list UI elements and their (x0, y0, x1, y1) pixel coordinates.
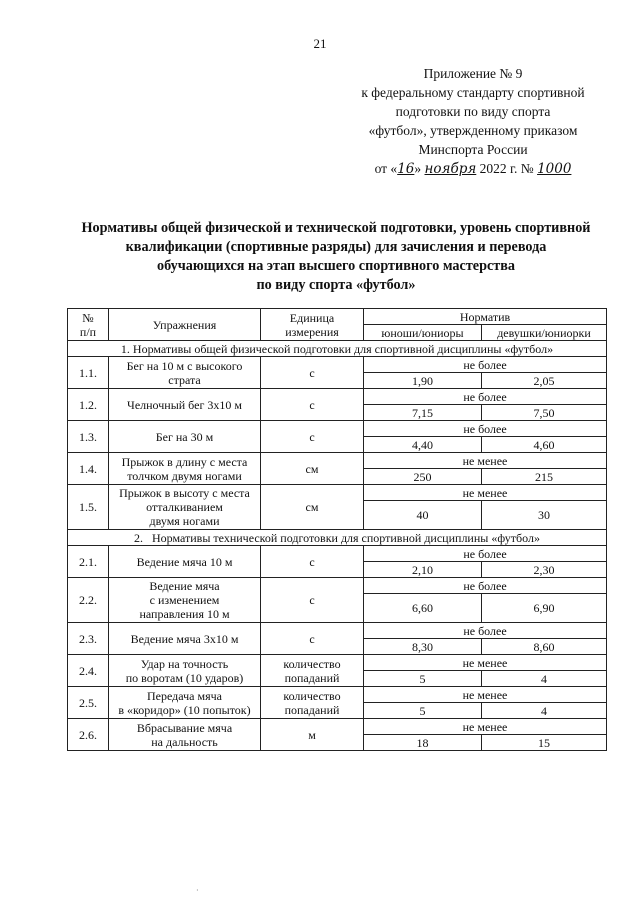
table-row (68, 546, 607, 562)
exercise-name: Удар на точность по воротам (10 ударов) (109, 655, 261, 687)
date-mid: » (414, 161, 422, 176)
title-line: обучающихся на этап высшего спортивного мастерства (157, 258, 515, 274)
value-boys: 6,60 (364, 594, 482, 623)
unit: см (261, 485, 364, 530)
handwritten-number: 1000 (537, 161, 572, 177)
row-number: 2.6. (68, 719, 109, 751)
norm-limit: не менее (364, 485, 607, 501)
unit: с (261, 389, 364, 421)
exercise-name: Бег на 10 м с высокого страта (109, 357, 261, 389)
value-girls: 2,05 (482, 373, 607, 389)
exercise-name: Ведение мяча с изменением направления 10 м (109, 578, 261, 623)
norm-limit: не более (364, 546, 607, 562)
norm-limit: не менее (364, 453, 607, 469)
table-row (68, 421, 607, 437)
unit: см (261, 453, 364, 485)
header-norm: Норматив (364, 309, 607, 325)
row-number: 2.2. (68, 578, 109, 623)
norm-limit: не более (364, 421, 607, 437)
exercise-name: Вбрасывание мяча на дальность (109, 719, 261, 751)
value-boys: 4,40 (364, 437, 482, 453)
row-number: 1.5. (68, 485, 109, 530)
appendix-line: Минспорта России (418, 142, 528, 157)
appendix-line: подготовки по виду спорта (395, 104, 551, 119)
unit: с (261, 578, 364, 623)
table-row (68, 485, 607, 501)
order-date-line (338, 159, 608, 179)
unit: с (261, 546, 364, 578)
unit: количество попаданий (261, 655, 364, 687)
appendix-line: Приложение № 9 (423, 66, 523, 81)
table-row (68, 389, 607, 405)
table-row (68, 578, 607, 594)
header-boys: юноши/юниоры (364, 325, 482, 341)
value-girls: 6,90 (482, 594, 607, 623)
table-row (68, 719, 607, 735)
norm-limit: не более (364, 623, 607, 639)
appendix-line: «футбол», утвержденному приказом (368, 123, 578, 138)
appendix-block (338, 64, 608, 179)
value-boys: 250 (364, 469, 482, 485)
norm-limit: не менее (364, 655, 607, 671)
row-number: 1.2. (68, 389, 109, 421)
value-girls: 8,60 (482, 639, 607, 655)
value-girls: 215 (482, 469, 607, 485)
value-boys: 5 (364, 671, 482, 687)
exercise-name: Ведение мяча 3х10 м (109, 623, 261, 655)
row-number: 1.3. (68, 421, 109, 453)
norm-limit: не менее (364, 719, 607, 735)
value-boys: 1,90 (364, 373, 482, 389)
unit: количество попаданий (261, 687, 364, 719)
unit: с (261, 421, 364, 453)
title-line: Нормативы общей физической и технической подготовки, уровень спортивной (81, 220, 591, 236)
row-number: 1.4. (68, 453, 109, 485)
norm-limit: не более (364, 357, 607, 373)
value-girls: 4,60 (482, 437, 607, 453)
title-line: по виду спорта «футбол» (256, 277, 416, 293)
header-unit: Единица измерения (261, 309, 364, 341)
exercise-name: Ведение мяча 10 м (109, 546, 261, 578)
norm-limit: не более (364, 389, 607, 405)
title-line: квалификации (спортивные разряды) для зачисления и перевода (125, 239, 547, 255)
row-number: 1.1. (68, 357, 109, 389)
page-number: 21 (313, 36, 327, 51)
value-boys: 8,30 (364, 639, 482, 655)
row-number: 2.1. (68, 546, 109, 578)
value-girls: 15 (482, 735, 607, 751)
scan-speck: · (196, 886, 199, 895)
date-prefix: от « (374, 161, 398, 176)
section-title: 2. Нормативы технической подготовки для спортивной дисциплины «футбол» (68, 530, 607, 546)
exercise-name: Передача мяча в «коридор» (10 попыток) (109, 687, 261, 719)
norm-limit: не менее (364, 687, 607, 703)
unit: м (261, 719, 364, 751)
table-body (68, 341, 607, 751)
value-girls: 7,50 (482, 405, 607, 421)
appendix-line: к федеральному стандарту спортивной (361, 85, 585, 100)
value-boys: 40 (364, 501, 482, 530)
row-number: 2.5. (68, 687, 109, 719)
value-boys: 18 (364, 735, 482, 751)
table-row (68, 687, 607, 703)
exercise-name: Прыжок в длину с места толчком двумя ногами (109, 453, 261, 485)
value-girls: 30 (482, 501, 607, 530)
table-row (68, 655, 607, 671)
table-row (68, 453, 607, 469)
exercise-name: Прыжок в высоту с места отталкиванием двумя ногами (109, 485, 261, 530)
header-girls: девушки/юниорки (482, 325, 607, 341)
value-girls: 4 (482, 703, 607, 719)
handwritten-month: ноября (424, 161, 477, 177)
row-number: 2.3. (68, 623, 109, 655)
handwritten-day: 16 (397, 161, 415, 177)
date-year: 2022 г. № (479, 161, 534, 176)
table-row (68, 623, 607, 639)
unit: с (261, 357, 364, 389)
exercise-name: Челночный бег 3х10 м (109, 389, 261, 421)
value-girls: 4 (482, 671, 607, 687)
section-title: 1. Нормативы общей физической подготовки для спортивной дисциплины «футбол» (68, 341, 607, 357)
value-boys: 5 (364, 703, 482, 719)
table-row (68, 357, 607, 373)
exercise-name: Бег на 30 м (109, 421, 261, 453)
norms-table (67, 308, 607, 751)
value-boys: 7,15 (364, 405, 482, 421)
document-title (40, 219, 632, 295)
header-num: № п/п (68, 309, 109, 341)
row-number: 2.4. (68, 655, 109, 687)
value-girls: 2,30 (482, 562, 607, 578)
norm-limit: не более (364, 578, 607, 594)
unit: с (261, 623, 364, 655)
value-boys: 2,10 (364, 562, 482, 578)
header-exercise: Упражнения (109, 309, 261, 341)
